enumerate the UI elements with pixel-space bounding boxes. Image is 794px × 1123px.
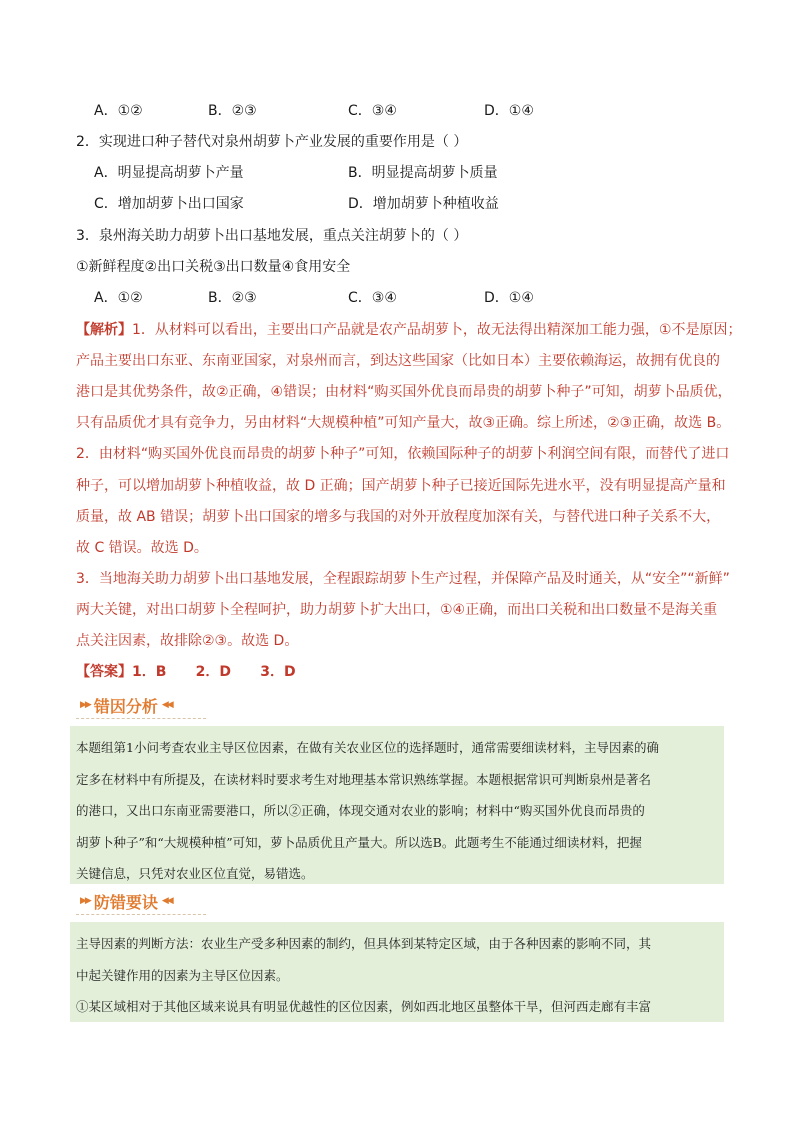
error-analysis-line-3: 的港口，又出口东南亚需要港口，所以②正确，体现交通对农业的影响；材料中“购买国外优良而昂贵的: [76, 803, 645, 818]
q3-stem: 3．泉州海关助力胡萝卜出口基地发展，重点关注胡萝卜的（ ）: [76, 228, 468, 244]
analysis-line-7: 质量，故 AB 错误；胡萝卜出口国家的增多与我国的对外开放程度加深有关，与替代进口种子关系不大，: [76, 509, 721, 525]
answer-label: 【答案】: [76, 664, 132, 680]
q1-option-a: A．①②: [94, 103, 143, 119]
q1-option-d: D．①④: [484, 103, 534, 119]
q1-option-b: B．②③: [208, 103, 257, 119]
q3-option-a: A．①②: [94, 290, 143, 306]
error-analysis-title: 错因分析: [93, 696, 158, 716]
analysis-line-10: 两大关键，对出口胡萝卜全程呵护，助力胡萝卜扩大出口，①④正确，而出口关税和出口数量不是海关重: [76, 602, 718, 618]
error-analysis-line-2: 定多在材料中有所提及，在读材料时要求考生对地理基本常识熟练掌握。本题根据常识可判断泉州是著名: [76, 771, 652, 787]
error-analysis-line-4: 胡萝卜种子”和“大规模种植”可知，萝卜品质优且产量大。所以选B。此题考生不能通过细读材料，把握: [76, 834, 642, 850]
analysis-line-5: 2．由材料“购买国外优良而昂贵的胡萝卜种子”可知，依赖国际种子的胡萝卜利润空间有限，而替代了进口: [76, 446, 730, 462]
analysis-line-9: 3．当地海关助力胡萝卜出口基地发展，全程跟踪胡萝卜生产过程，并保障产品及时通关，从“安全”“新鲜”: [76, 571, 730, 587]
error-analysis-line-5: 关键信息，只凭对农业区位直觉，易错选。: [76, 866, 314, 881]
q2-option-d: D．增加胡萝卜种植收益: [348, 196, 499, 212]
q3-option-d: D．①④: [484, 290, 534, 306]
error-analysis-heading: [76, 692, 206, 719]
prevention-line-1: 主导因素的判断方法：农业生产受多种因素的制约，但具体到某特定区域，由于各种因素的影响不同，其: [76, 936, 652, 951]
analysis-line-1: 【解析】1．从材料可以看出，主要出口产品就是农产品胡萝卜，故无法得出精深加工能力强，①不是原因；: [76, 322, 742, 338]
analysis-line-2: 产品主要出口东亚、东南亚国家，对泉州而言，到达这些国家（比如日本）主要依赖海运，故拥有优良的: [76, 353, 720, 369]
prevention-heading: [76, 888, 206, 915]
prevention-line-3: ①某区域相对于其他区域来说具有明显优越性的区位因素，例如西北地区虽整体干旱，但河西走廊有丰富: [76, 999, 652, 1014]
left-arrows-icon: ◀◀: [161, 896, 172, 906]
prevention-title: 防错要诀: [93, 892, 158, 912]
left-arrows-icon: ◀◀: [161, 700, 172, 710]
right-arrows-icon: ▶▶: [80, 700, 90, 710]
q2-stem: 2．实现进口种子替代对泉州胡萝卜产业发展的重要作用是（ ）: [76, 134, 468, 150]
analysis-line-11: 点关注因素，故排除②③。故选 D。: [76, 633, 299, 649]
q3-option-b: B．②③: [208, 290, 257, 306]
analysis-line-6: 种子，可以增加胡萝卜种植收益，故 D 正确；国产胡萝卜种子已接近国际先进水平，没有明显提高产量和: [76, 478, 726, 494]
error-analysis-box: [70, 726, 724, 884]
q1-option-c: C．③④: [348, 103, 397, 119]
analysis-line-4: 只有品质优才具有竞争力，另由材料“大规模种植”可知产量大，故③正确。综上所述，②③正确，故选 B。: [76, 415, 731, 431]
q2-option-b: B．明显提高胡萝卜质量: [348, 165, 498, 181]
q3-option-c: C．③④: [348, 290, 397, 306]
prevention-line-2: 中起关键作用的因素为主导区位因素。: [76, 967, 289, 983]
q2-option-a: A．明显提高胡萝卜产量: [94, 165, 244, 181]
q3-items: ①新鲜程度②出口关税③出口数量④食用安全: [76, 259, 351, 275]
analysis-line-8: 故 C 错误。故选 D。: [76, 540, 208, 556]
prevention-box: [70, 922, 724, 1022]
answer-line: [76, 662, 296, 682]
analysis-line-3: 港口是其优势条件，故②正确，④错误；由材料“购买国外优良而昂贵的胡萝卜种子”可知，胡萝卜品质优，: [76, 384, 732, 400]
right-arrows-icon: ▶▶: [80, 896, 90, 906]
analysis-label: 【解析】: [76, 322, 132, 338]
error-analysis-line-1: 本题组第1小问考查农业主导区位因素，在做有关农业区位的选择题时，通常需要细读材料，主导因素的确: [76, 740, 659, 755]
q2-option-c: C．增加胡萝卜出口国家: [94, 196, 244, 212]
answer-text: 1．B 2．D 3．D: [132, 664, 296, 680]
